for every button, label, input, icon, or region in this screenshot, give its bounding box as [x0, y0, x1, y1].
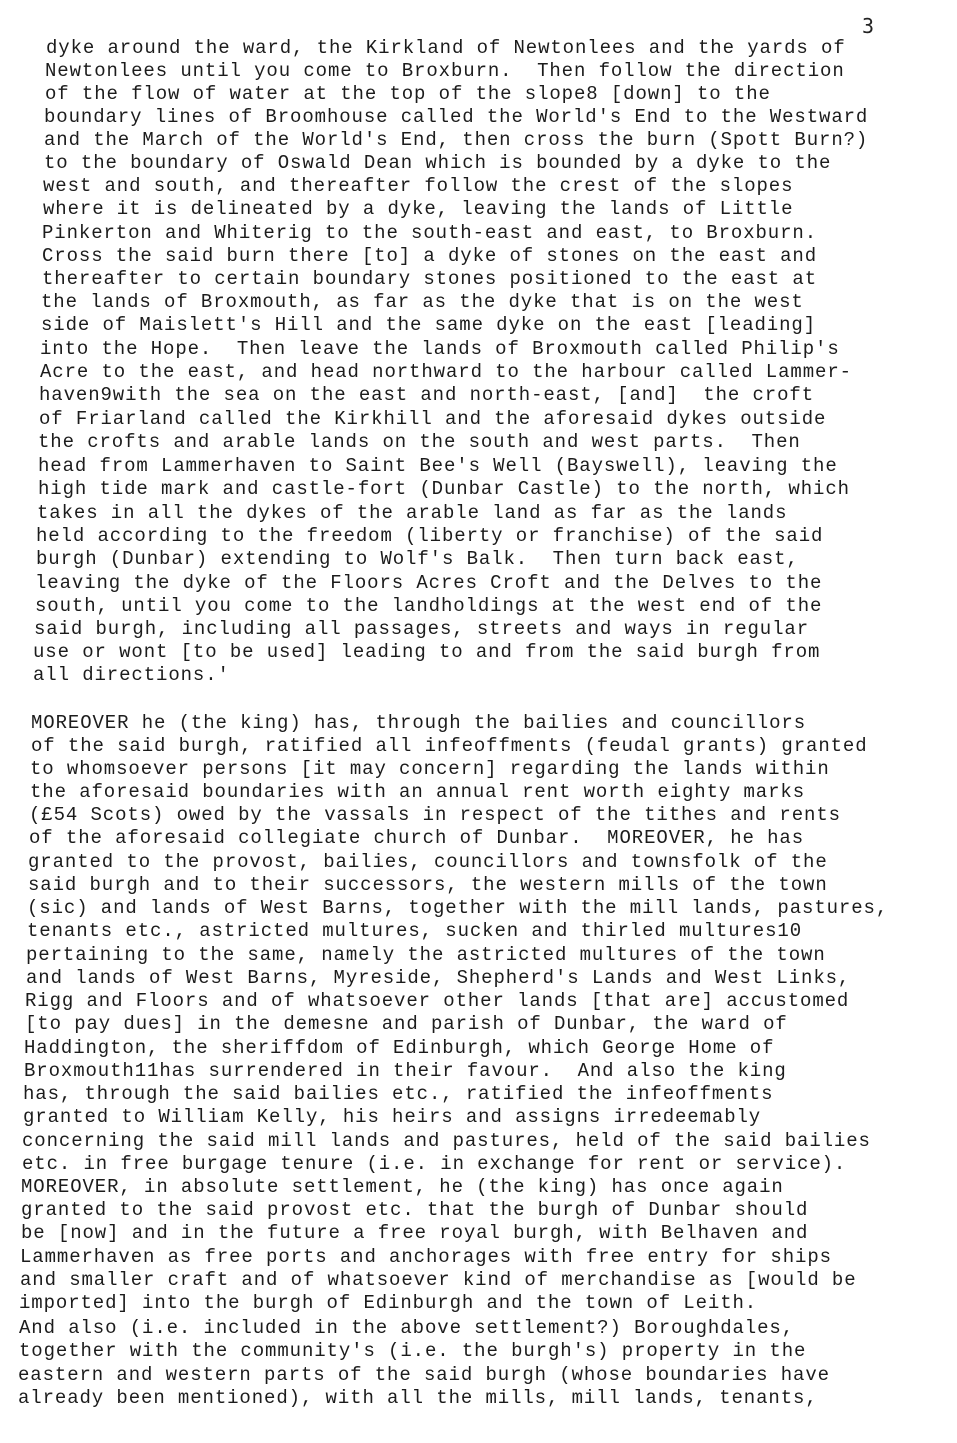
- text-line: (sic) and lands of West Barns, together with the mill lands, pastures,: [27, 897, 889, 919]
- text-line: where it is delineated by a dyke, leaving the lands of Little: [43, 198, 794, 220]
- text-line: granted to William Kelly, his heirs and assigns irredeemably: [23, 1106, 762, 1128]
- text-line: and lands of West Barns, Myreside, Shepherd's Lands and West Links,: [26, 967, 851, 989]
- text-line: boundary lines of Broomhouse called the World's End to the Westward: [44, 106, 869, 128]
- text-line: and smaller craft and of whatsoever kind of merchandise as [would be: [20, 1269, 857, 1291]
- text-line: Rigg and Floors and of whatsoever other lands [that are] accustomed: [25, 990, 850, 1012]
- text-line: of the flow of water at the top of the slope8 [down] to the: [45, 83, 771, 105]
- text-line: Cross the said burn there [to] a dyke of stones on the east and: [42, 245, 818, 267]
- text-line: MOREOVER, in absolute settlement, he (the king) has once again: [21, 1176, 784, 1198]
- text-line: held according to the freedom (liberty or franchise) of the said: [36, 525, 824, 547]
- text-line: all directions.': [33, 664, 230, 686]
- text-line: into the Hope. Then leave the lands of Broxmouth called Philip's: [40, 338, 840, 360]
- text-line: said burgh, including all passages, streets and ways in regular: [34, 618, 810, 640]
- text-line: of the said burgh, ratified all infeoffments (feudal grants) granted: [31, 735, 868, 757]
- text-line: of Friarland called the Kirkhill and the aforesaid dykes outside: [39, 408, 827, 430]
- text-line: and the March of the World's End, then cross the burn (Spott Burn?): [44, 129, 869, 151]
- text-line: be [now] and in the future a free royal burgh, with Belhaven and: [21, 1222, 809, 1244]
- text-line: the crofts and arable lands on the south and west parts. Then: [38, 431, 801, 453]
- text-line: Pinkerton and Whiterig to the south-east and east, to Broxburn.: [42, 222, 818, 244]
- text-line: haven9with the sea on the east and north-east, [and] the croft: [39, 384, 815, 406]
- text-line: the aforesaid boundaries with an annual rent worth eighty marks: [30, 781, 806, 803]
- text-line: Lammerhaven as free ports and anchorages with free entry for ships: [20, 1246, 832, 1268]
- text-line: said burgh and to their successors, the western mills of the town: [28, 874, 828, 896]
- text-line: together with the community's (i.e. the burgh's) property in the: [19, 1340, 807, 1362]
- text-line: eastern and western parts of the said burgh (whose boundaries have: [18, 1364, 830, 1386]
- text-line: high tide mark and castle-fort (Dunbar Castle) to the north, which: [38, 478, 850, 500]
- text-line: use or wont [to be used] leading to and from the said burgh from: [33, 641, 821, 663]
- text-line: takes in all the dykes of the arable land as far as the lands: [37, 502, 788, 524]
- text-line: side of Maislett's Hill and the same dyke on the east [leading]: [41, 314, 817, 336]
- text-line: of the aforesaid collegiate church of Dunbar. MOREOVER, he has: [29, 827, 805, 849]
- text-line: Broxmouth11has surrendered in their favour. And also the king: [24, 1060, 787, 1082]
- text-line: leaving the dyke of the Floors Acres Croft and the Delves to the: [35, 572, 823, 594]
- text-line: dyke around the ward, the Kirkland of Newtonlees and the yards of: [46, 37, 846, 59]
- text-line: already been mentioned), with all the mills, mill lands, tenants,: [18, 1387, 818, 1409]
- text-line: And also (i.e. included in the above settlement?) Boroughdales,: [19, 1317, 795, 1339]
- text-line: granted to the said provost etc. that the burgh of Dunbar should: [21, 1199, 809, 1221]
- text-line: the lands of Broxmouth, as far as the dyke that is on the west: [41, 291, 804, 313]
- text-line: concerning the said mill lands and pastures, held of the said bailies: [22, 1130, 871, 1152]
- page-number: 3: [862, 14, 875, 38]
- text-line: (£54 Scots) owed by the vassals in respect of the tithes and rents: [29, 804, 841, 826]
- text-line: [to pay dues] in the demesne and parish of Dunbar, the ward of: [25, 1013, 788, 1035]
- text-line: south, until you come to the landholdings at the west end of the: [35, 595, 823, 617]
- text-line: Haddington, the sheriffdom of Edinburgh, which George Home of: [24, 1037, 775, 1059]
- text-line: imported] into the burgh of Edinburgh and the town of Leith.: [19, 1292, 758, 1314]
- text-line: Newtonlees until you come to Broxburn. Then follow the direction: [45, 60, 845, 82]
- text-line: etc. in free burgage tenure (i.e. in exchange for rent or service).: [22, 1153, 847, 1175]
- text-line: tenants etc., astricted multures, sucken and thirled multures10: [27, 920, 803, 942]
- text-line: head from Lammerhaven to Saint Bee's Well (Bayswell), leaving the: [38, 455, 838, 477]
- text-line: pertaining to the same, namely the astricted multures of the town: [26, 944, 826, 966]
- text-line: granted to the provost, bailies, councillors and townsfolk of the: [28, 851, 828, 873]
- text-line: to the boundary of Oswald Dean which is bounded by a dyke to the: [44, 152, 832, 174]
- text-line: MOREOVER he (the king) has, through the bailies and councillors: [31, 712, 807, 734]
- text-line: Acre to the east, and head northward to the harbour called Lammer-: [40, 361, 852, 383]
- text-line: west and south, and thereafter follow the crest of the slopes: [43, 175, 794, 197]
- text-line: burgh (Dunbar) extending to Wolf's Balk. Then turn back east,: [36, 548, 799, 570]
- text-line: to whomsoever persons [it may concern] regarding the lands within: [30, 758, 830, 780]
- text-line: has, through the said bailies etc., ratified the infeoffments: [23, 1083, 774, 1105]
- text-line: thereafter to certain boundary stones positioned to the east at: [42, 268, 818, 290]
